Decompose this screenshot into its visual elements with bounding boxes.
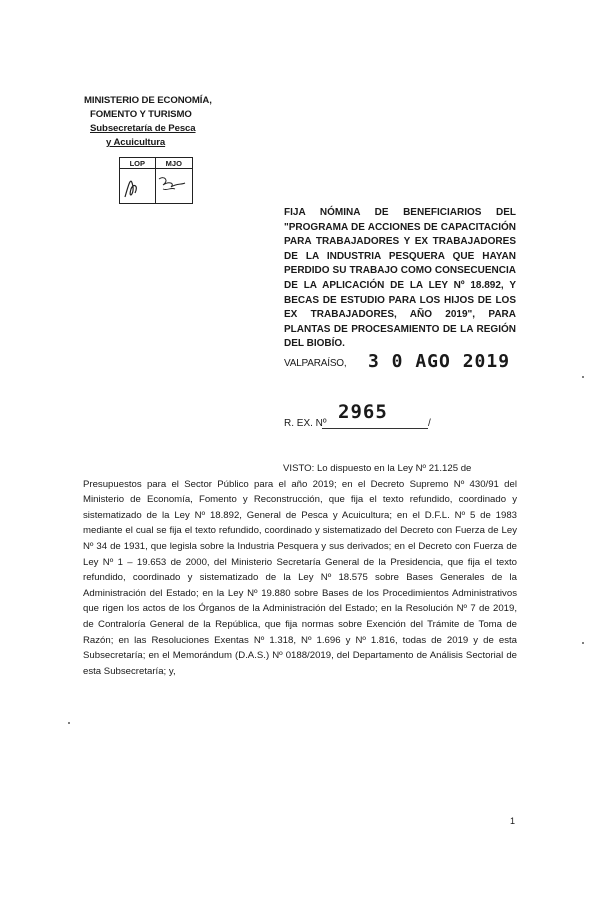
resolution-number-label: R. EX. Nº xyxy=(284,418,327,429)
initials-left: LOP xyxy=(120,158,156,169)
resolution-title: FIJA NÓMINA DE BENEFICIARIOS DEL "PROGRAMA DE ACCIONES DE CAPACITACIÓN PARA TRABAJADORES Y EX TRABAJADORES DE LA INDUSTRIA PESQUERA QUE HAYAN PERDIDO SU TRABAJO COMO CONSECUENCIA DE LA APLICACIÓN DE LA LEY Nº 18.892, Y BECAS DE ESTUDIO PARA LOS HIJOS DE LOS EX TRABAJADORES, AÑO 2019", PARA PLANTAS DE PROCESAMIENTO DE LA REGIÓN DEL BIOBÍO. xyxy=(284,207,516,350)
ministry-line-3: Subsecretaría de Pesca xyxy=(90,123,196,134)
scan-speck xyxy=(68,722,70,724)
ministry-line-2: FOMENTO Y TURISMO xyxy=(90,109,192,120)
handwritten-initials-signature xyxy=(119,169,193,205)
ministry-header xyxy=(84,94,212,150)
visto-paragraph xyxy=(83,461,517,679)
scan-speck xyxy=(582,376,584,378)
initials-right: MJO xyxy=(155,158,192,169)
place-label: VALPARAÍSO, xyxy=(284,358,347,369)
resolution-number: 2965 xyxy=(338,401,388,423)
page-number: 1 xyxy=(510,816,516,826)
ministry-line-1: MINISTERIO DE ECONOMÍA, xyxy=(84,95,212,106)
resolution-number-slash: / xyxy=(428,418,431,429)
resolution-number-line xyxy=(322,428,428,429)
date-stamp: 3 0 AGO 2019 xyxy=(368,351,511,372)
initials-box xyxy=(119,157,193,203)
scan-speck xyxy=(582,642,584,644)
visto-first-line: VISTO: Lo dispuesto en la Ley Nº 21.125 de xyxy=(283,463,472,474)
ministry-line-4: y Acuicultura xyxy=(106,137,166,148)
visto-body: Presupuestos para el Sector Público para el año 2019; en el Decreto Supremo Nº 430/91 del Ministerio de Economía, Fomento y Reconstrucción, que fija el texto refundido, coordinado y sistematizado de la Ley Nº 18.892, General de Pesca y Acuicultura; en el D.F.L. Nº 5 de 1983 mediante el cual se fija el texto refundido, coordinado y sistematizado del Decreto con Fuerza de Ley Nº 34 de 1931, que legisla sobre la Industria Pesquera y sus derivados; en el Decreto con Fuerza de Ley Nº 1 – 19.653 de 2000, del Ministerio Secretaría General de la Presidencia, que fija el texto refundido, coordinado y sistematizado de la Ley Nº 18.575 sobre Bases Generales de la Administración del Estado; en la Ley Nº 19.880 sobre Bases de los Procedimientos Administrativos que rigen los actos de los Órganos de la Administración del Estado; en la Resolución Nº 7 de 2019, de Contraloría General de la República, que fija normas sobre Exención del Trámite de Toma de Razón; en las Resoluciones Exentas Nº 1.318, Nº 1.696 y Nº 1.816, todas de 2019 y de esta Subsecretaría; en el Memorándum (D.A.S.) Nº 0188/2019, del Departamento de Análisis Sectorial de esta Subsecretaría; y, xyxy=(83,478,517,677)
